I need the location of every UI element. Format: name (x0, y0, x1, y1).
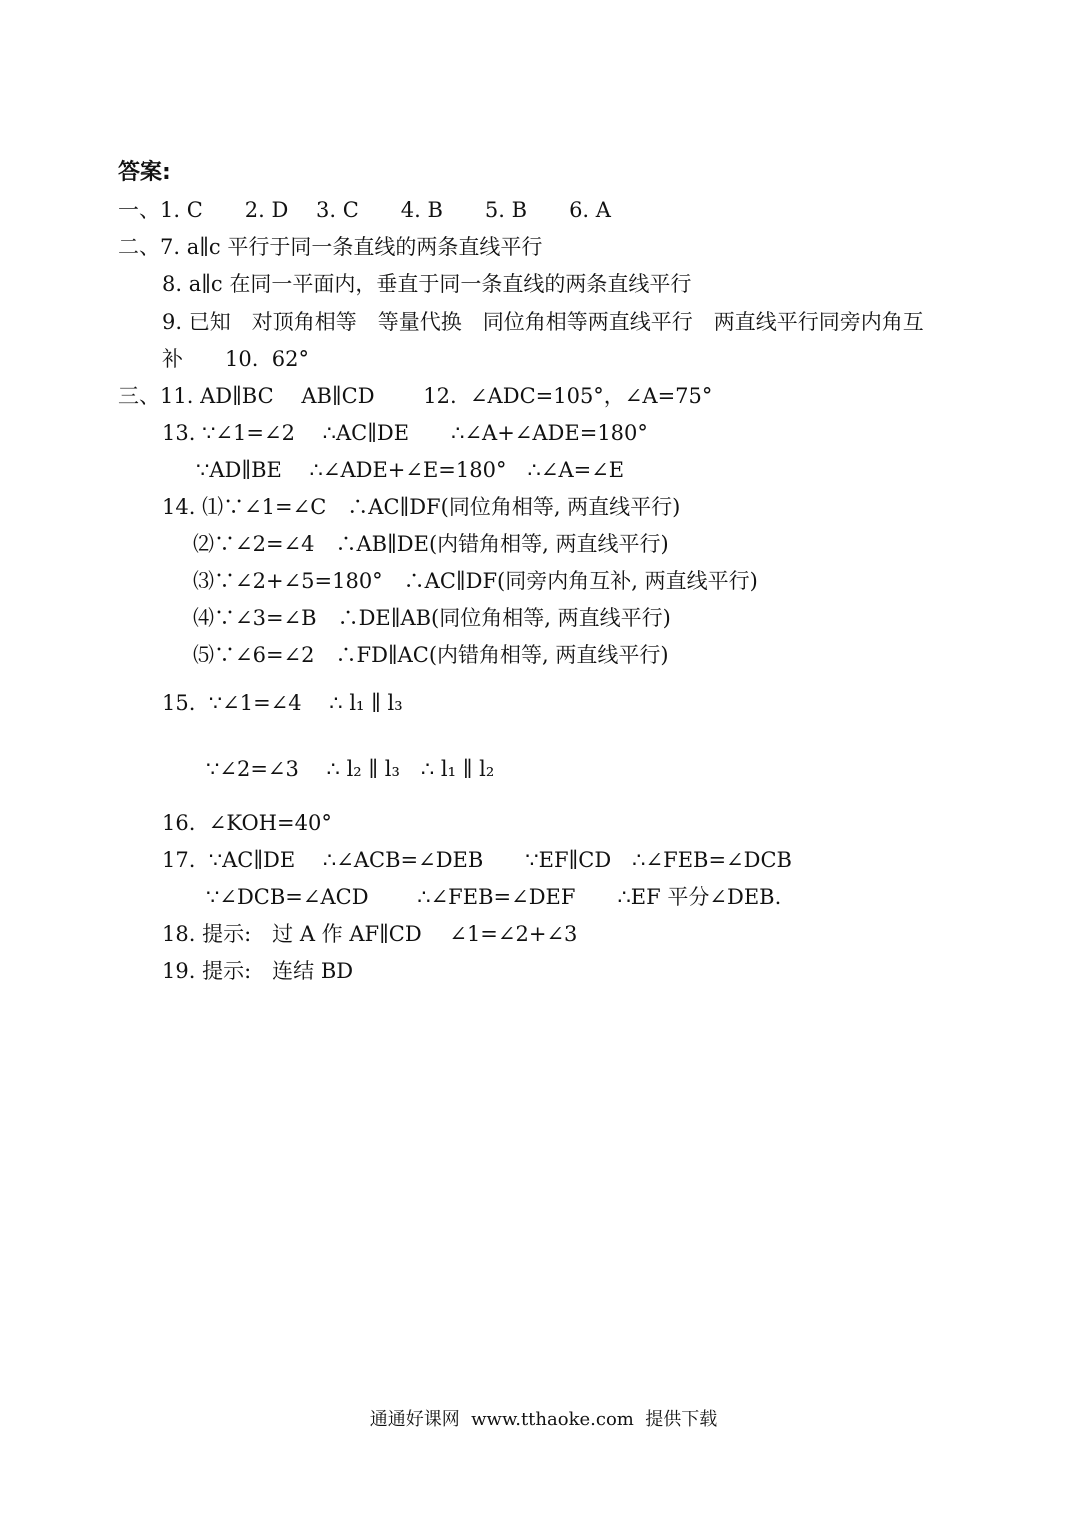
answer-line-6: 三、11. AD∥BC AB∥CD 12. ∠ADC=105°，∠A=75° (118, 384, 713, 408)
answer-line-20: 19. 提示: 连结 BD (162, 959, 354, 983)
answer-line-17: 17. ∵AC∥DE ∴∠ACB=∠DEB ∵EF∥CD ∴∠FEB=∠DCB (162, 848, 792, 872)
answer-line-11: ⑶∵∠2+∠5=180° ∴AC∥DF(同旁内角互补, 两直线平行) (193, 569, 758, 593)
answer-line-2: 二、7. a∥c 平行于同一条直线的两条直线平行 (118, 235, 543, 259)
answer-line-9: 14. ⑴∵∠1=∠C ∴AC∥DF(同位角相等, 两直线平行) (162, 495, 681, 519)
answer-title: 答案: (118, 160, 171, 185)
answer-line-16: 16. ∠KOH=40° (162, 811, 332, 835)
answer-line-15: ∵∠2=∠3 ∴ l₂ ∥ l₃ ∴ l₁ ∥ l₂ (206, 757, 495, 781)
answer-line-4: 9. 已知 对顶角相等 等量代换 同位角相等两直线平行 两直线平行同旁内角互 (162, 310, 924, 334)
page-footer: 通通好课网 www.tthaoke.com 提供下载 (369, 1409, 718, 1430)
answer-line-12: ⑷∵∠3=∠B ∴DE∥AB(同位角相等, 两直线平行) (193, 606, 671, 630)
answer-line-14: 15. ∵∠1=∠4 ∴ l₁ ∥ l₃ (162, 691, 403, 715)
answer-line-3: 8. a∥c 在同一平面内，垂直于同一条直线的两条直线平行 (162, 272, 692, 296)
answer-line-8: ∵AD∥BE ∴∠ADE+∠E=180° ∴∠A=∠E (196, 458, 625, 482)
answer-line-18: ∵∠DCB=∠ACD ∴∠FEB=∠DEF ∴EF 平分∠DEB. (206, 885, 782, 909)
answer-line-13: ⑸∵∠6=∠2 ∴FD∥AC(内错角相等, 两直线平行) (193, 643, 669, 667)
answer-line-1: 一、1. C 2. D 3. C 4. B 5. B 6. A (118, 198, 611, 222)
answer-line-7: 13. ∵∠1=∠2 ∴AC∥DE ∴∠A+∠ADE=180° (162, 421, 648, 445)
answer-line-5: 补 10. 62° (162, 347, 309, 371)
answer-line-19: 18. 提示: 过 A 作 AF∥CD ∠1=∠2+∠3 (162, 922, 578, 946)
answer-line-10: ⑵∵∠2=∠4 ∴AB∥DE(内错角相等, 两直线平行) (193, 532, 669, 556)
